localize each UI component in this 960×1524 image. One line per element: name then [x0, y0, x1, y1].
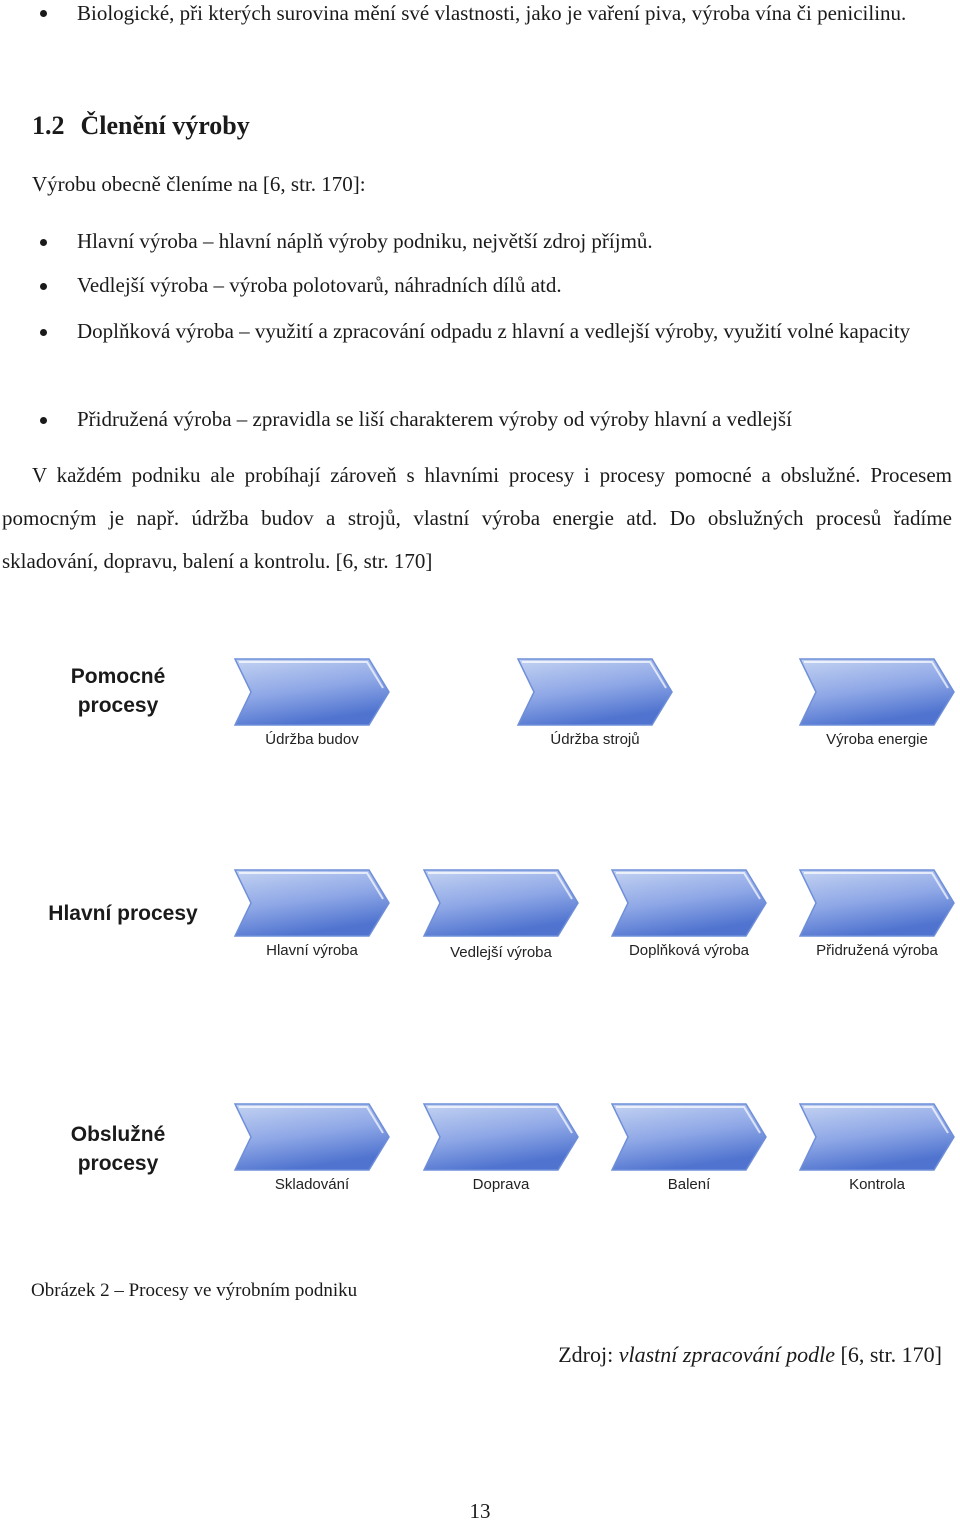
process-chevron	[610, 868, 768, 966]
page-number: 13	[469, 1499, 491, 1523]
bullet-dot-icon	[40, 283, 47, 290]
process-label: Doplňková výroba	[628, 942, 750, 959]
bullet-dot-icon	[40, 417, 47, 424]
process-chevron	[798, 1102, 956, 1196]
figure-caption: Obrázek 2 – Procesy ve výrobním podniku	[31, 1280, 358, 1301]
source-prefix: Zdroj:	[558, 1342, 619, 1367]
process-chevron	[798, 868, 956, 966]
row-label-service	[48, 1120, 188, 1178]
chevron-arrow-icon	[422, 868, 580, 938]
process-label: Doprava	[472, 1176, 530, 1193]
bullet-text: Hlavní výroba – hlavní náplň výroby podniku, největší zdroj příjmů.	[77, 229, 653, 253]
process-label: Výroba energie	[826, 731, 928, 748]
bullet-text: Doplňková výroba – využití a zpracování odpadu z hlavní a vedlejší výroby, využití volné kapacity	[77, 319, 911, 343]
chevron-arrow-icon	[516, 657, 674, 727]
process-label: Údržba strojů	[550, 731, 640, 748]
bullet-dot-icon	[40, 239, 47, 246]
row-label-line: Pomocné	[70, 665, 166, 688]
process-chevron	[422, 868, 580, 966]
bullet-dot-icon	[40, 329, 47, 336]
section-title: Členění výroby	[80, 111, 250, 140]
process-label: Údržba budov	[265, 731, 359, 748]
bullet-text: Přidružená výroba – zpravidla se liší charakterem výroby od výroby hlavní a vedlejší	[77, 407, 792, 431]
process-chevron	[422, 1102, 580, 1196]
bullet-text: Vedlejší výroba – výroba polotovarů, náhradních dílů atd.	[77, 273, 562, 297]
bullet-dot-icon	[40, 10, 47, 17]
chevron-arrow-icon	[422, 1102, 580, 1172]
process-chevron	[610, 1102, 768, 1196]
chevron-arrow-icon	[798, 657, 956, 727]
chevron-arrow-icon	[610, 868, 768, 938]
process-chevron	[516, 657, 674, 753]
body-paragraph	[2, 454, 952, 583]
paragraph-text: V každém podniku ale probíhají zároveň s hlavními procesy i procesy pomocné a obslužné. Procesem pomocným je např. údržba budov a strojů, vlastní výroba energie atd. Do obslužných procesů řadíme skladování, dopravu, balení a kontrolu. [6, str. 170]	[2, 463, 952, 573]
row-label-support	[48, 662, 188, 720]
chevron-arrow-icon	[798, 1102, 956, 1172]
row-label-main	[28, 899, 218, 928]
process-label: Skladování	[274, 1176, 350, 1193]
process-label: Hlavní výroba	[266, 942, 358, 959]
section-number: 1.2	[32, 111, 65, 140]
figure-source	[558, 1340, 942, 1370]
lead-text: Výrobu obecně členíme na [6, str. 170]:	[32, 172, 366, 196]
process-label: Kontrola	[849, 1176, 905, 1193]
chevron-arrow-icon	[233, 868, 391, 938]
source-suffix: [6, str. 170]	[835, 1342, 942, 1367]
process-chevron	[233, 657, 391, 753]
source-italic: vlastní zpracování podle	[618, 1342, 836, 1367]
intro-bullet-text: Biologické, při kterých surovina mění své vlastnosti, jako je vaření piva, výroba vína či penicilinu.	[77, 1, 907, 25]
chevron-arrow-icon	[233, 657, 391, 727]
row-label-line: Obslužné	[70, 1123, 166, 1146]
row-label-line: procesy	[77, 1152, 159, 1175]
row-label-line: Hlavní procesy	[48, 902, 198, 925]
process-chevron	[233, 868, 391, 966]
process-label: Vedlejší výroba	[450, 944, 552, 961]
row-label-line: procesy	[77, 694, 159, 717]
process-chevron	[233, 1102, 391, 1196]
process-label: Přidružená výroba	[816, 942, 938, 959]
chevron-arrow-icon	[610, 1102, 768, 1172]
process-chevron	[798, 657, 956, 753]
process-label: Balení	[667, 1176, 711, 1193]
chevron-arrow-icon	[233, 1102, 391, 1172]
section-heading	[32, 104, 250, 147]
chevron-arrow-icon	[798, 868, 956, 938]
